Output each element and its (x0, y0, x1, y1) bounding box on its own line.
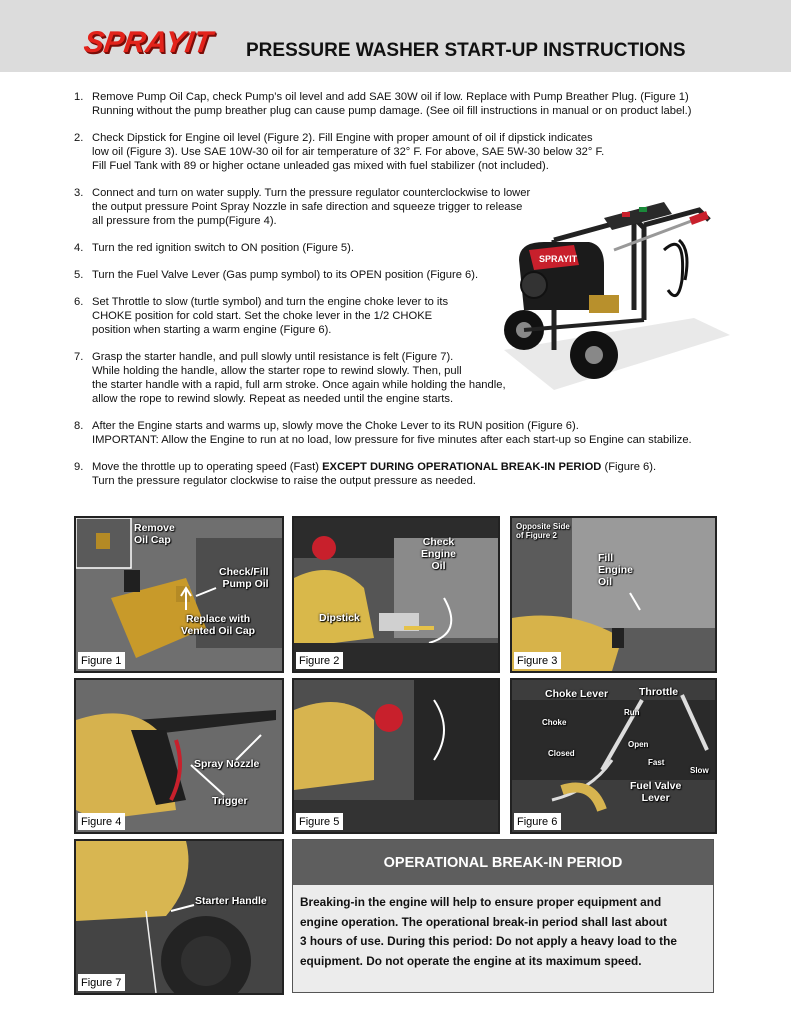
open-label: Open (628, 740, 649, 749)
step-line: Turn the Fuel Valve Lever (Gas pump symbol) to its OPEN position (Figure 6). (92, 269, 479, 281)
step-line: Turn the red ignition switch to ON position (Figure 5). (92, 242, 354, 254)
break-in-period-box (292, 839, 714, 993)
slow-label: Slow (690, 766, 709, 775)
step-number: 7. (74, 351, 84, 363)
figure-5 (292, 678, 500, 834)
break-in-heading: OPERATIONAL BREAK-IN PERIOD (293, 840, 713, 885)
step-line: allow the rope to rewind slowly. Repeat as needed until the engine starts. (92, 393, 454, 405)
ignition-switch-photo (294, 680, 498, 832)
run-label: Run (624, 708, 640, 717)
opposite-side-label: Opposite Side of Figure 2 (516, 522, 570, 540)
step-line (92, 460, 734, 474)
figure-1-caption: Figure 1 (78, 652, 125, 669)
break-in-line: Breaking-in the engine will help to ensure proper equipment and (300, 895, 662, 909)
step-2 (74, 131, 734, 173)
figure-4 (74, 678, 284, 834)
figure-5-caption: Figure 5 (296, 813, 343, 830)
break-in-body (293, 885, 713, 971)
figure-3-caption: Figure 3 (514, 652, 561, 669)
step-line: all pressure from the pump(Figure 4). (92, 215, 277, 227)
step-9 (74, 460, 734, 488)
pressure-washer-illustration (494, 200, 730, 400)
step-line: IMPORTANT: Allow the Engine to run at no load, low pressure for five minutes after each start-up so Engine can stabilize. (92, 434, 692, 446)
spray-gun-photo (76, 680, 282, 832)
step-number: 1. (74, 91, 84, 103)
page-title: PRESSURE WASHER START-UP INSTRUCTIONS (246, 40, 686, 61)
step-line: Turn the pressure regulator clockwise to raise the output pressure as needed. (92, 475, 476, 487)
step-number: 8. (74, 420, 84, 432)
break-in-line: engine operation. The operational break-in period shall last about (300, 914, 668, 929)
step-line: low oil (Figure 3). Use SAE 10W-30 oil for air temperature of 32° F. For above, SAE 5W-30 below 32° F. (92, 146, 605, 158)
figure-2 (292, 516, 500, 673)
figure-7 (74, 839, 284, 995)
dipstick-label: Dipstick (319, 612, 360, 624)
figure-6 (510, 678, 717, 834)
figure-7-caption: Figure 7 (78, 974, 125, 991)
check-fill-pump-oil-label: Check/Fill Pump Oil (219, 566, 269, 590)
step-line: the starter handle with a rapid, full arm stroke. Once again while holding the handle, (92, 379, 506, 391)
step-number: 9. (74, 461, 84, 473)
step-text: (Figure 6). (601, 461, 657, 473)
step-text: Move the throttle up to operating speed (Fast) (92, 461, 323, 473)
step-number: 3. (74, 187, 84, 199)
starter-handle-photo (76, 841, 282, 993)
step-1 (74, 90, 734, 118)
step-number: 4. (74, 242, 84, 254)
step-line: While holding the handle, allow the starter rope to rewind slowly. Then, pull (92, 365, 462, 377)
step-emphasis: EXCEPT DURING OPERATIONAL BREAK-IN PERIOD (322, 461, 602, 473)
step-number: 5. (74, 269, 84, 281)
sprayit-logo: SPRAYIT (81, 26, 215, 59)
step-number: 6. (74, 296, 84, 308)
fill-engine-oil-photo (512, 518, 715, 671)
check-engine-oil-label: Check Engine Oil (421, 536, 457, 572)
step-line: Set Throttle to slow (turtle symbol) and turn the engine choke lever to its (92, 296, 449, 308)
step-8 (74, 419, 734, 447)
spray-nozzle-label: Spray Nozzle (194, 758, 260, 770)
fill-engine-oil-label: Fill Engine Oil (598, 552, 634, 588)
step-line: Fill Fuel Tank with 89 or higher octane unleaded gas mixed with fuel stabilizer (not included). (92, 160, 549, 172)
replace-vented-cap-label: Replace with Vented Oil Cap (181, 613, 256, 637)
fast-label: Fast (648, 758, 665, 767)
choke-throttle-photo (512, 680, 715, 832)
figure-2-caption: Figure 2 (296, 652, 343, 669)
engine-dipstick-photo (294, 518, 498, 671)
header-band (0, 0, 791, 72)
step-line: position when starting a warm engine (Figure 6). (92, 324, 332, 336)
fuel-valve-lever-label: Fuel Valve Lever (630, 780, 682, 804)
step-line: Running without the pump breather plug can cause pump damage. (See oil fill instructions in manual or on product label.) (92, 105, 692, 117)
svg-text:SPRAYIT: SPRAYIT (539, 254, 578, 264)
break-in-line: 3 hours of use. During this period: Do not apply a heavy load to the (300, 934, 677, 948)
pump-oil-photo (76, 518, 282, 671)
break-in-line: equipment. Do not operate the engine at its maximum speed. (300, 953, 642, 968)
figure-3 (510, 516, 717, 673)
step-line: Remove Pump Oil Cap, check Pump’s oil level and add SAE 30W oil if low. Replace with Pump Breather Plug. (Figure 1) (92, 91, 689, 103)
step-line: After the Engine starts and warms up, slowly move the Choke Lever to its RUN position (Figure 6). (92, 420, 579, 432)
figure-4-caption: Figure 4 (78, 813, 125, 830)
remove-oil-cap-label: Remove Oil Cap (134, 522, 175, 546)
step-line: the output pressure Point Spray Nozzle in safe direction and squeeze trigger to release (92, 201, 523, 213)
choke-lever-label: Choke Lever (545, 688, 609, 700)
choke-label: Choke (542, 718, 567, 727)
step-line: Grasp the starter handle, and pull slowly until resistance is felt (Figure 7). (92, 351, 454, 363)
throttle-label: Throttle (639, 686, 679, 698)
figure-1 (74, 516, 284, 673)
figure-6-caption: Figure 6 (514, 813, 561, 830)
starter-handle-label: Starter Handle (195, 895, 267, 907)
step-line: Check Dipstick for Engine oil level (Figure 2). Fill Engine with proper amount of oil if dipstick indicates (92, 132, 593, 144)
trigger-label: Trigger (212, 795, 248, 807)
step-line: CHOKE position for cold start. Set the choke lever in the 1/2 CHOKE (92, 310, 433, 322)
step-line: Connect and turn on water supply. Turn the pressure regulator counterclockwise to lower (92, 187, 531, 199)
closed-label: Closed (548, 749, 575, 758)
step-number: 2. (74, 132, 84, 144)
